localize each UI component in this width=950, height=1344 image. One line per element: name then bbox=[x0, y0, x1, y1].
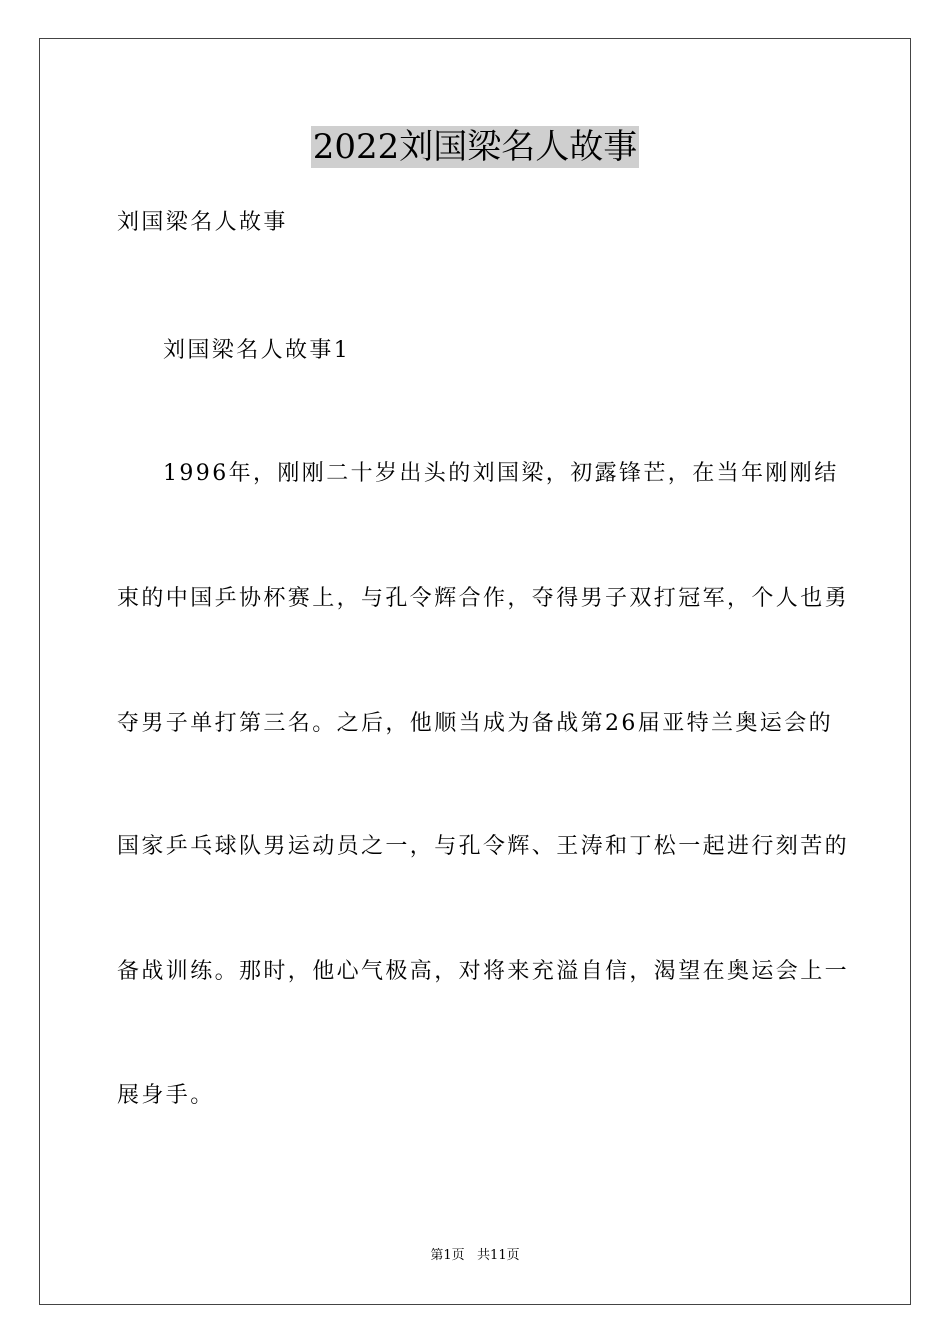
page-number-footer: 第1页 共11页 bbox=[430, 1248, 520, 1263]
document-subtitle: 刘国梁名人故事 bbox=[117, 210, 288, 235]
paragraph-line-3: 夺男子单打第三名。之后，他顺当成为备战第26届亚特兰奥运会的 bbox=[117, 711, 833, 736]
paragraph-line-2: 束的中国乒协杯赛上，与孔令辉合作，夺得男子双打冠军，个人也勇 bbox=[117, 586, 850, 611]
title-container bbox=[0, 126, 950, 168]
section-heading: 刘国梁名人故事1 bbox=[163, 338, 351, 363]
paragraph-line-1: 1996年，刚刚二十岁出头的刘国梁，初露锋芒，在当年刚刚结 bbox=[163, 461, 839, 486]
paragraph-line-4: 国家乒乓球队男运动员之一，与孔令辉、王涛和丁松一起进行刻苦的 bbox=[117, 834, 850, 859]
paragraph-line-5: 备战训练。那时，他心气极高，对将来充溢自信，渴望在奥运会上一 bbox=[117, 959, 850, 984]
document-title: 2022刘国梁名人故事 bbox=[312, 127, 638, 167]
paragraph-line-6: 展身手。 bbox=[117, 1083, 215, 1108]
